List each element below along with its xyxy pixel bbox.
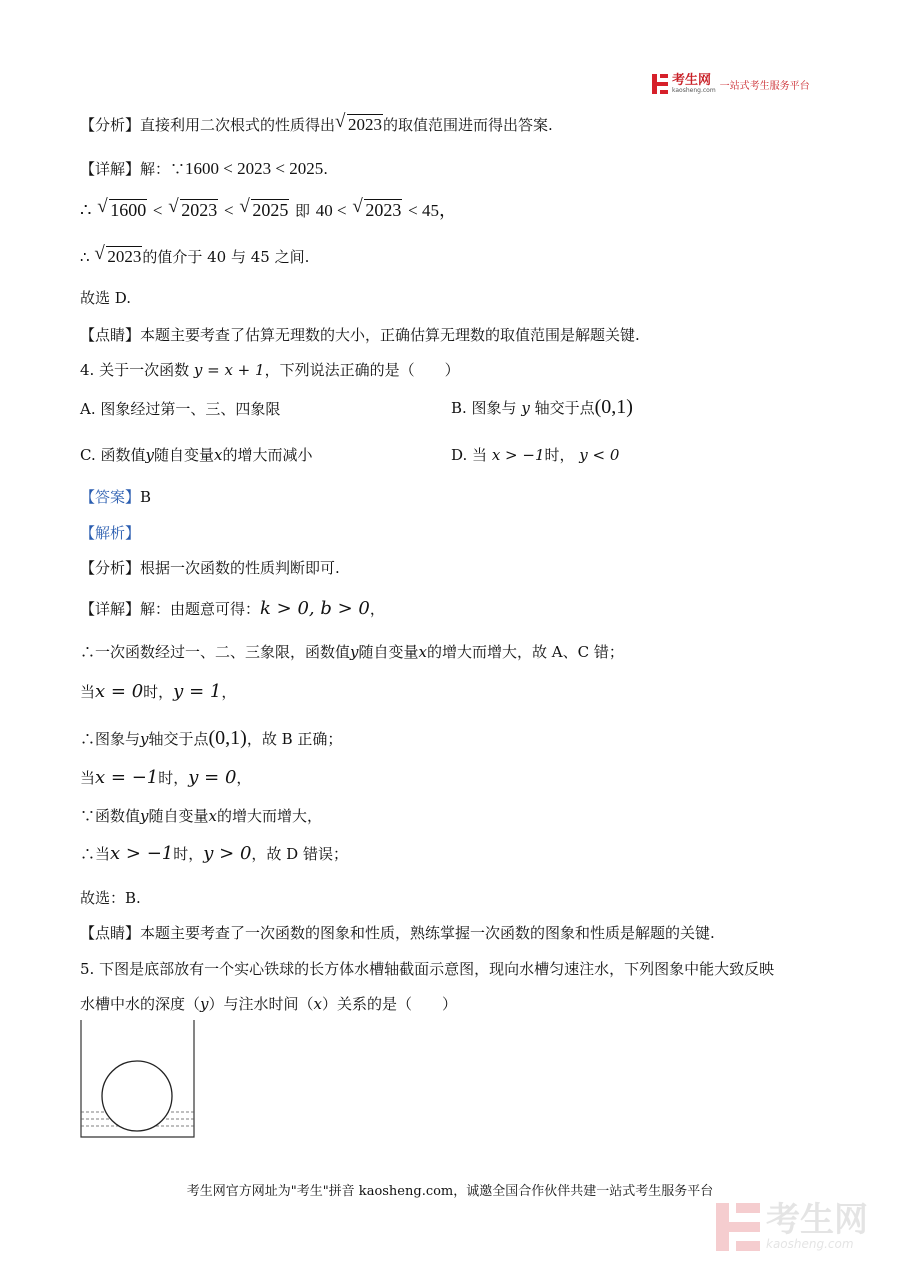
q4-option-b: B. 图象与 y 轴交于点(0,1) bbox=[451, 396, 633, 418]
q3-analysis: 【分析】直接利用二次根式的性质得出√ 2023的取值范围进而得出答案. bbox=[80, 114, 553, 136]
iron-ball bbox=[102, 1061, 172, 1131]
q4-stem: 4. 关于一次函数 y = x + 1，下列说法正确的是（ ） bbox=[80, 361, 460, 379]
watermark-logo bbox=[716, 1200, 868, 1251]
logo-mark-icon bbox=[652, 74, 668, 94]
q3-step1: ∴ √ 1600 < √ 2023 < √ 2025 即 40 < √ 2023 < 45， bbox=[80, 199, 457, 222]
q5-stem-line-2: 水槽中水的深度（y）与注水时间（x）关系的是（ ） bbox=[80, 995, 457, 1013]
q4-option-d: D. 当 x > −1时， y < 0 bbox=[451, 446, 620, 464]
q5-stem-line-1: 5. 下图是底部放有一个实心铁球的长方体水槽轴截面示意图，现向水槽匀速注水，下列图象中能大致反映 bbox=[80, 960, 775, 978]
q4-option-a: A. 图象经过第一、三、四象限 bbox=[80, 400, 281, 418]
q4-line-6: ∴当x > −1时，y > 0，故 D 错误； bbox=[80, 843, 348, 864]
water-tank-diagram bbox=[80, 1020, 196, 1138]
q4-line-4: 当x = −1时，y = 0， bbox=[80, 767, 252, 788]
q4-line-5: ∵函数值y随自变量x的增大而增大， bbox=[80, 807, 322, 825]
q3-step2: ∴ √ 2023的值介于 40 与 45 之间. bbox=[80, 246, 309, 268]
q4-detail: 【详解】解：由题意可得：k > 0, b > 0， bbox=[80, 598, 385, 619]
q4-comment: 【点睛】本题主要考查了一次函数的图象和性质，熟练掌握一次函数的图象和性质是解题的关键. bbox=[80, 924, 715, 942]
q3-choice: 故选 D. bbox=[80, 289, 132, 307]
logo-domain: kaosheng.com bbox=[672, 87, 716, 94]
q4-line-3: ∴图象与y轴交于点(0,1)，故 B 正确； bbox=[80, 727, 343, 749]
page-footer: 考生网官方网址为"考生"拼音 kaosheng.com，诚邀全国合作伙伴共建一站式考生服务平台 bbox=[186, 1184, 714, 1199]
watermark-domain: kaosheng.com bbox=[766, 1237, 854, 1251]
logo-name: 考生网 bbox=[672, 73, 712, 88]
watermark-name: 考生网 bbox=[766, 1200, 868, 1240]
brand-logo bbox=[652, 73, 810, 95]
q4-choice: 故选：B. bbox=[80, 889, 141, 907]
q4-line-1: ∴一次函数经过一、二、三象限，函数值y随自变量x的增大而增大，故 A、C 错； bbox=[80, 643, 624, 661]
logo-slogan: 一站式考生服务平台 bbox=[719, 80, 810, 92]
q3-comment: 【点睛】本题主要考查了估算无理数的大小，正确估算无理数的取值范围是解题关键. bbox=[80, 326, 640, 344]
q4-line-2: 当x = 0时，y = 1， bbox=[80, 681, 237, 702]
q4-analysis: 【分析】根据一次函数的性质判断即可. bbox=[80, 559, 340, 577]
q4-explain-tag: 【解析】 bbox=[80, 524, 141, 542]
q4-option-c: C. 函数值y随自变量x的增大而减小 bbox=[80, 446, 313, 464]
q4-answer: 【答案】B bbox=[80, 488, 152, 506]
watermark-mark-icon bbox=[716, 1203, 760, 1251]
q3-detail: 【详解】解：∵1600 < 2023 < 2025. bbox=[80, 159, 328, 178]
